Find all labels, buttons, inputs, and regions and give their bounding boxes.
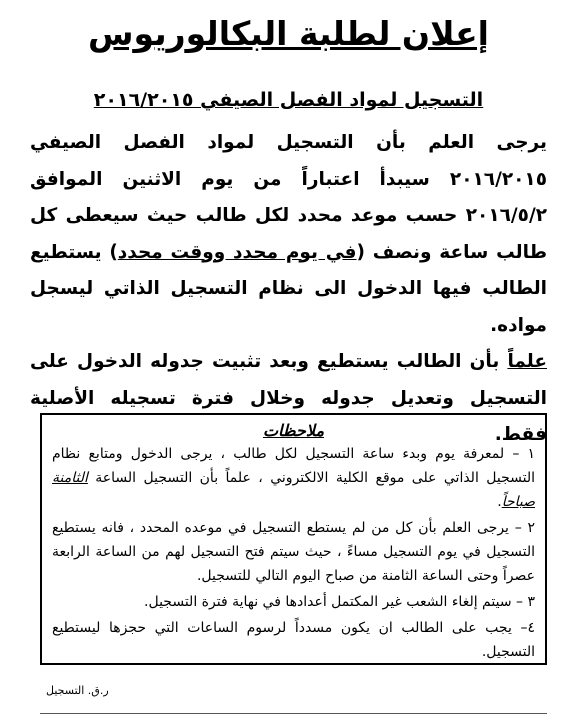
note-emphasis: الثامنة صباحاً bbox=[52, 470, 535, 510]
notes-heading: ملاحظات bbox=[262, 421, 325, 440]
note-item-1 bbox=[52, 442, 535, 514]
paragraph-2-underlined: علماً bbox=[507, 351, 547, 372]
note-tail: . bbox=[497, 494, 502, 510]
note-text: لمعرفة يوم وبدء ساعة التسجيل لكل طالب ، يرجى الدخول ومتابع نظام التسجيل الذاتي على موقع الكلية الالكتروني ، علماً بأن التسجيل الساعة bbox=[52, 446, 535, 486]
paragraph-1-underlined: في يوم محدد ووقت محدد bbox=[117, 241, 357, 263]
paragraph-2-text: بأن الطالب يستطيع وبعد تثبيت جدوله الدخول على التسجيل وتعديل جدوله وخلال فترة تسجيله الأصلية فقط. bbox=[30, 351, 547, 445]
announcement-paragraph-1 bbox=[30, 125, 547, 344]
note-number: ٤– bbox=[520, 620, 535, 636]
note-text: سيتم إلغاء الشعب غير المكتمل أعدادها في نهاية فترة التسجيل. bbox=[144, 594, 517, 610]
notes-box bbox=[40, 413, 547, 665]
bottom-divider bbox=[40, 713, 547, 714]
note-number: ٢ – bbox=[514, 520, 535, 536]
page-subtitle: التسجيل لمواد الفصل الصيفي ٢٠١٦/٢٠١٥ bbox=[93, 89, 484, 111]
paragraph-1-text: يرجى العلم بأن التسجيل لمواد الفصل الصيفي ٢٠١٦/٢٠١٥ سيبدأ اعتباراً من يوم الاثنين الموافق ٢٠١٦/٥/٢ حسب موعد محدد لكل طالب حيث سيعطى كل طالب ساعة ونصف ( bbox=[30, 132, 547, 263]
note-number: ١ – bbox=[512, 446, 535, 462]
paragraph-1-text-end: ) يستطيع الطالب فيها الدخول الى نظام التسجيل الذاتي ليسجل مواده. bbox=[30, 241, 547, 336]
note-text: يجب على الطالب ان يكون مسدداً لرسوم الساعات التي حجزها ليستطيع التسجيل. bbox=[52, 620, 535, 660]
note-item-3 bbox=[52, 590, 535, 614]
announcement-body bbox=[30, 125, 547, 454]
note-item-4 bbox=[52, 616, 535, 664]
note-number: ٣ – bbox=[516, 594, 535, 610]
note-item-2 bbox=[52, 516, 535, 588]
notes-list bbox=[52, 442, 535, 664]
footer-signature: ر.ق. التسجيل bbox=[46, 684, 109, 697]
note-text: يرجى العلم بأن كل من لم يستطع التسجيل في موعده المحدد ، فانه يستطيع التسجيل في يوم التسجيل مساءً ، حيث سيتم فتح التسجيل لهم من الساعة الرابعة عصراً وحتى الساعة الثامنة من صباح اليوم التالي للتسجيل. bbox=[52, 520, 535, 584]
page-title: إعلان لطلبة البكالوريوس bbox=[88, 14, 489, 53]
